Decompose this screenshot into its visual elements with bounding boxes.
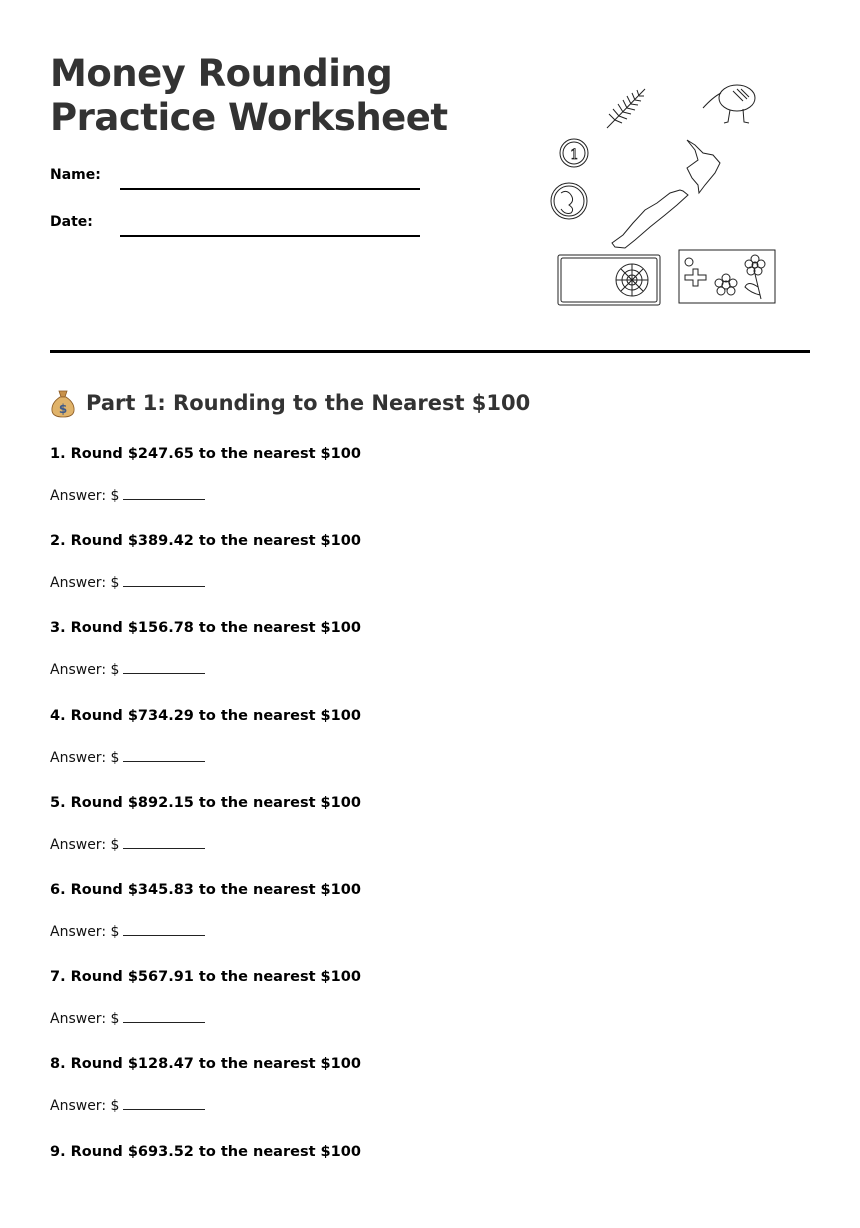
question-item bbox=[50, 443, 361, 530]
answer-row bbox=[50, 834, 361, 856]
answer-row bbox=[50, 659, 361, 681]
answer-row bbox=[50, 485, 361, 507]
date-label: Date: bbox=[50, 214, 93, 230]
one-dollar-coin-icon bbox=[560, 139, 588, 167]
answer-label: Answer: $ bbox=[50, 662, 120, 679]
question-text: 7. Round $567.91 to the nearest $100 bbox=[50, 969, 361, 986]
question-item bbox=[50, 1141, 361, 1228]
question-item bbox=[50, 879, 361, 966]
answer-label: Answer: $ bbox=[50, 488, 120, 504]
answer-row bbox=[50, 747, 361, 769]
worksheet-title bbox=[50, 52, 448, 140]
answer-row bbox=[50, 921, 361, 943]
answer-row bbox=[50, 1008, 361, 1030]
question-text: 1. Round $247.65 to the nearest $100 bbox=[50, 446, 361, 462]
answer-row bbox=[50, 1095, 361, 1117]
question-item bbox=[50, 530, 361, 617]
answer-blank[interactable] bbox=[123, 1008, 205, 1023]
money-bag-icon bbox=[50, 388, 76, 418]
question-text: 8. Round $128.47 to the nearest $100 bbox=[50, 1056, 361, 1073]
answer-blank[interactable] bbox=[123, 747, 205, 762]
date-field bbox=[50, 213, 420, 231]
answer-blank[interactable] bbox=[123, 572, 205, 587]
svg-text:$: $ bbox=[58, 402, 68, 416]
part-1-title: Part 1: Rounding to the Nearest $100 bbox=[86, 391, 531, 415]
answer-label: Answer: $ bbox=[50, 836, 120, 853]
question-item bbox=[50, 705, 361, 792]
title-line-1: Money Rounding bbox=[50, 52, 393, 95]
question-text: 4. Round $734.29 to the nearest $100 bbox=[50, 707, 361, 724]
question-text: 6. Round $345.83 to the nearest $100 bbox=[50, 881, 361, 898]
new-zealand-map-icon bbox=[612, 140, 720, 248]
kiwi-coin-icon bbox=[551, 183, 587, 219]
name-field bbox=[50, 166, 420, 184]
nz-money-illustration bbox=[545, 75, 785, 315]
answer-blank[interactable] bbox=[123, 921, 205, 936]
question-list bbox=[50, 443, 361, 1228]
banknote-flower-icon bbox=[558, 255, 660, 305]
question-text: 3. Round $156.78 to the nearest $100 bbox=[50, 620, 361, 637]
date-input-line[interactable] bbox=[120, 235, 420, 237]
svg-text:1: 1 bbox=[570, 147, 579, 163]
answer-blank[interactable] bbox=[123, 485, 205, 500]
question-item bbox=[50, 1053, 361, 1140]
question-text: 9. Round $693.52 to the nearest $100 bbox=[50, 1143, 361, 1160]
answer-label: Answer: $ bbox=[50, 575, 120, 592]
part-1-heading bbox=[50, 388, 530, 418]
answer-row bbox=[50, 572, 361, 594]
answer-blank[interactable] bbox=[123, 659, 205, 674]
banknote-flowers-icon bbox=[679, 250, 775, 303]
question-text: 2. Round $389.42 to the nearest $100 bbox=[50, 533, 361, 550]
answer-label: Answer: $ bbox=[50, 923, 120, 940]
question-item bbox=[50, 792, 361, 879]
question-text: 5. Round $892.15 to the nearest $100 bbox=[50, 794, 361, 811]
section-divider bbox=[50, 350, 810, 353]
name-input-line[interactable] bbox=[120, 188, 420, 190]
answer-blank[interactable] bbox=[123, 834, 205, 849]
question-item bbox=[50, 966, 361, 1053]
answer-label: Answer: $ bbox=[50, 749, 120, 766]
name-label: Name: bbox=[50, 167, 101, 183]
silver-fern-icon bbox=[607, 89, 645, 128]
question-item bbox=[50, 617, 361, 704]
answer-blank[interactable] bbox=[123, 1095, 205, 1110]
answer-label: Answer: $ bbox=[50, 1098, 120, 1115]
kiwi-bird-icon bbox=[703, 85, 755, 123]
answer-label: Answer: $ bbox=[50, 1011, 120, 1028]
title-line-2: Practice Worksheet bbox=[50, 96, 448, 139]
